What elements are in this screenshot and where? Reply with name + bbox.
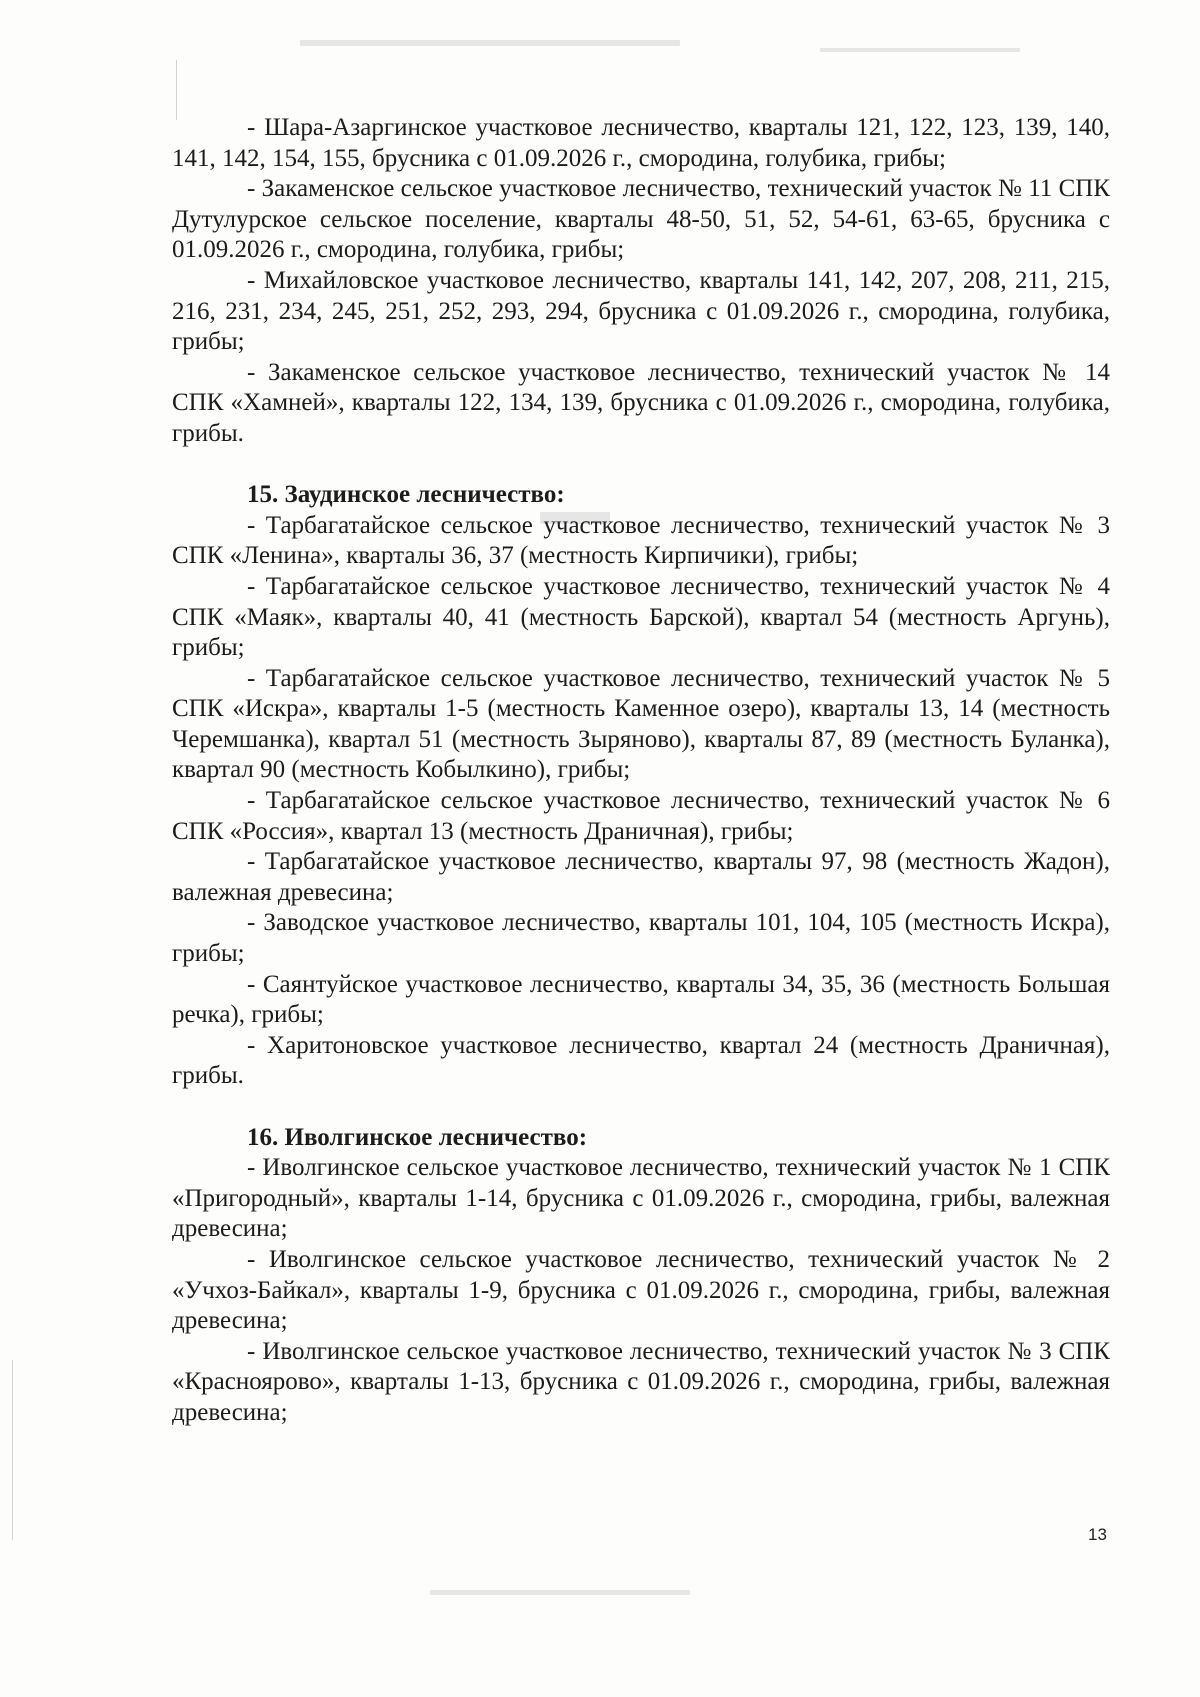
document-body [172, 113, 1110, 1429]
scan-speckle [430, 1590, 690, 1595]
list-item: - Саянтуйское участковое лесничество, кварталы 34, 35, 36 (местность Большая речка), грибы; [172, 970, 1110, 1029]
list-item: - Тарбагатайское сельское участковое лесничество, технический участок № 6 СПК «Россия», квартал 13 (местность Драничная), грибы; [172, 787, 1110, 845]
list-item: - Михайловское участковое лесничество, кварталы 141, 142, 207, 208, 211, 215, 216, 231, 234, 245, 251, 252, 293, 294, брусника с 01.09.2026 г., смородина, голубика, грибы; [172, 266, 1110, 356]
page-number: 13 [1088, 1525, 1107, 1544]
list-item: - Тарбагатайское сельское участковое лесничество, технический участок № 4 СПК «Маяк», кварталы 40, 41 (местность Барской), квартал 54 (местность Аргунь), грибы; [172, 572, 1110, 662]
list-item: - Шара-Азаргинское участковое лесничество, кварталы 121, 122, 123, 139, 140, 141, 142, 154, 155, брусника с 01.09.2026 г., смородина, голубика, грибы; [172, 114, 1110, 172]
section-16 [172, 1123, 1110, 1429]
scan-speckle [820, 48, 1020, 52]
list-item: - Закаменское сельское участковое лесничество, технический участок № 11 СПК Дутулурское сельское поселение, кварталы 48-50, 51, 52, 54-61, 63-65, брусника с 01.09.2026 г., смородина, голубика, грибы; [172, 175, 1110, 264]
list-item: - Иволгинское сельское участковое лесничество, технический участок № 1 СПК «Пригородный», кварталы 1-14, брусника с 01.09.2026 г., смородина, грибы, валежная древесина; [172, 1154, 1110, 1243]
list-item: - Тарбагатайское участковое лесничество, кварталы 97, 98 (местность Жадон), валежная древесина; [172, 848, 1110, 906]
list-item: - Иволгинское сельское участковое лесничество, технический участок № 2 «Учхоз-Байкал», кварталы 1-9, брусника с 01.09.2026 г., смородина, грибы, валежная древесина; [172, 1245, 1110, 1335]
scan-speckle [300, 40, 680, 46]
section-heading: 16. Иволгинское лесничество: [247, 1123, 588, 1151]
list-item: - Харитоновское участковое лесничество, квартал 24 (местность Драничная), грибы. [172, 1031, 1110, 1090]
list-item: - Заводское участковое лесничество, кварталы 101, 104, 105 (местность Искра), грибы; [172, 909, 1110, 968]
list-item: - Тарбагатайское сельское участковое лесничество, технический участок № 5 СПК «Искра», кварталы 1-5 (местность Каменное озеро), кварталы 13, 14 (местность Черемшанка), квартал 51 (местность Зыряново), кварталы 87, 89 (местность Буланка), квартал 90 (местность Кобылкино), грибы; [172, 664, 1110, 784]
scan-margin-line [176, 60, 177, 120]
section-heading: 15. Заудинское лесничество: [247, 481, 565, 509]
section-14-tail [172, 113, 1110, 450]
list-item: - Иволгинское сельское участковое лесничество, технический участок № 3 СПК «Красноярово», кварталы 1-13, брусника с 01.09.2026 г., смородина, грибы, валежная древесина; [172, 1337, 1110, 1426]
section-15 [172, 480, 1110, 1092]
scan-margin-line [12, 1360, 13, 1540]
list-item: - Закаменское сельское участковое лесничество, технический участок № 14 СПК «Хамней», кварталы 122, 134, 139, брусника с 01.09.2026 г., смородина, голубика, грибы. [172, 358, 1110, 447]
list-item: - Тарбагатайское сельское участковое лесничество, технический участок № 3 СПК «Ленина», кварталы 36, 37 (местность Кирпичики), грибы; [172, 511, 1110, 570]
